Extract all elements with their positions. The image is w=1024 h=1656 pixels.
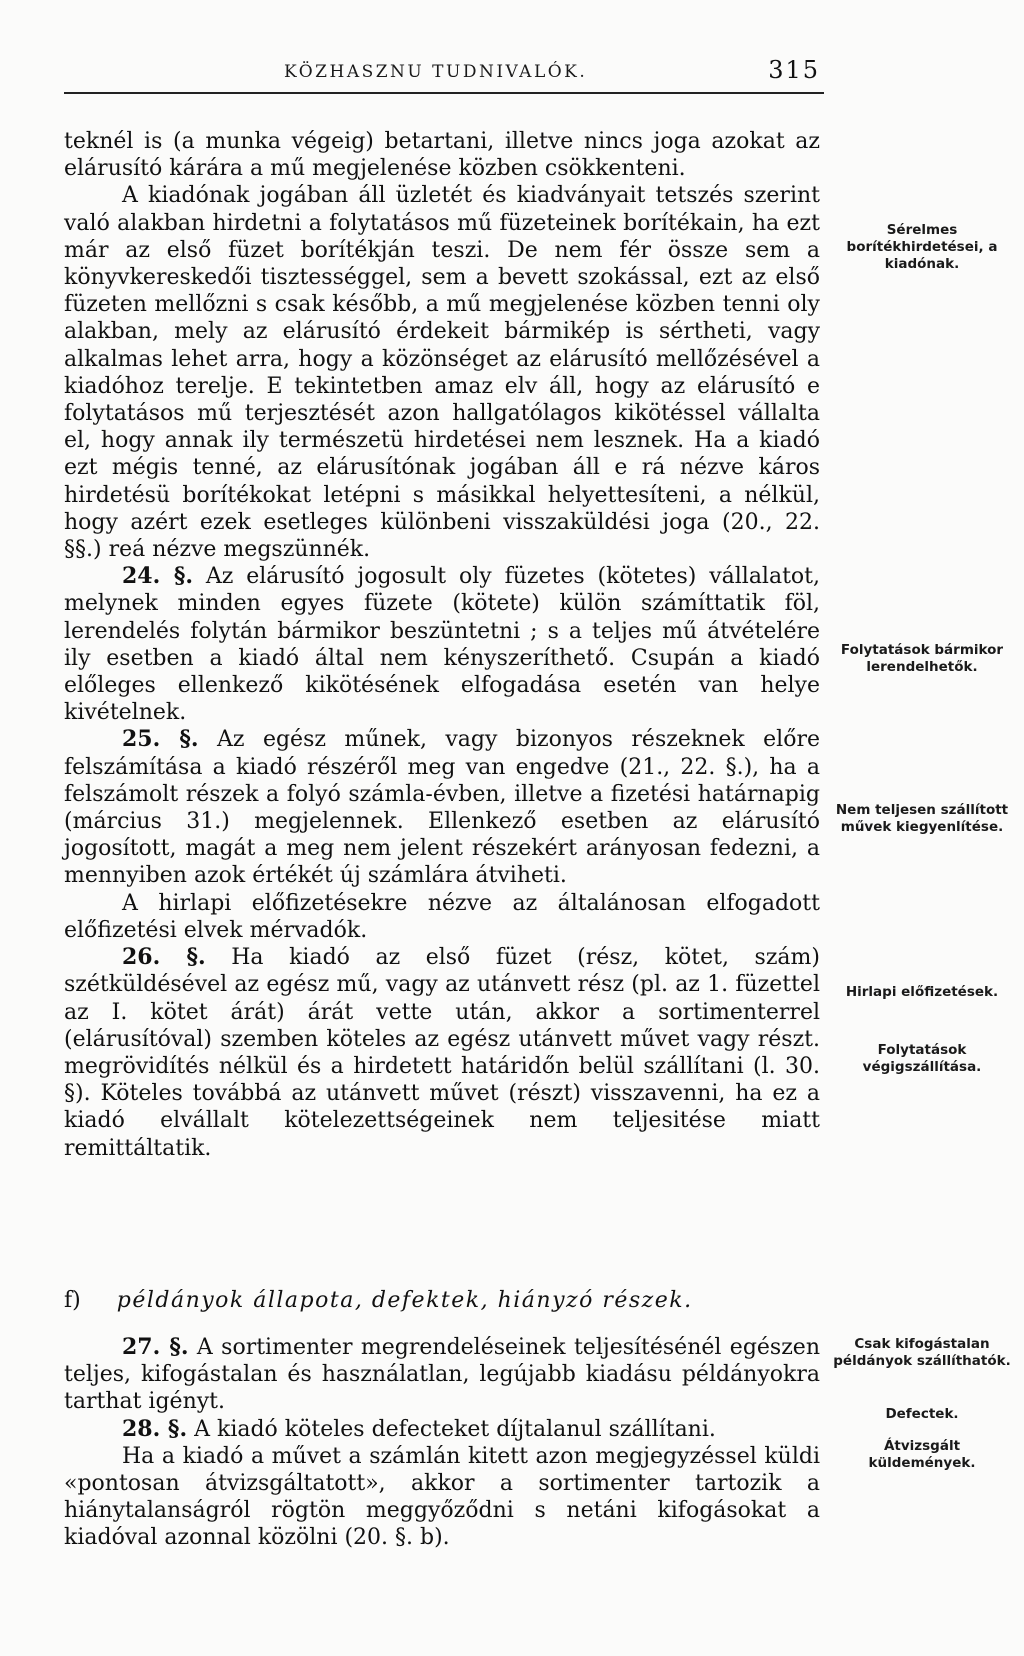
margin-note: Hirlapi előfizetések. [845, 984, 999, 1000]
section-letter: f) [64, 1288, 81, 1313]
paragraph: A hirlapi előfizetésekre nézve az általánosan elfogadott előfizetési elvek mérvadók. [64, 890, 820, 943]
section-heading [64, 1288, 824, 1313]
margin-note: Folytatások bármikor lerendelhetők. [840, 642, 1004, 675]
margin-note: Defectek. [885, 1406, 959, 1422]
page-number: 315 [768, 56, 820, 84]
margin-note: Átvizsgált küldemények. [868, 1438, 976, 1471]
paragraph-26 [64, 944, 820, 1162]
section-number: 28. §. [122, 1415, 188, 1442]
main-text-block-1 [64, 128, 820, 1162]
margin-note: Nem teljesen szállított művek kiegyenlítése. [835, 802, 1009, 835]
paragraph-25 [64, 726, 820, 889]
page-header [64, 52, 824, 94]
section-title: példányok állapota, defektek, hiányzó részek. [116, 1288, 693, 1313]
section-number: 25. §. [122, 726, 199, 753]
main-text-block-2 [64, 1334, 820, 1552]
paragraph-text: A sortimenter megrendeléseinek teljesítésénél egészen teljes, kifogástalan és használatlan, legújabb kiadásu példányokra tarthat igényt. [64, 1335, 821, 1415]
paragraph-text: Ha kiadó az első füzet (rész, kötet, szám) szétküldésével az egész mű, vagy az utánvett rész (pl. az 1. füzettel az I. kötet árát) árát vette után, akkor a sortimenterrel (elárusítóval) szemben köteles az egész utánvett művet vagy részt. megrövidítés nélkül és a hirdetett határidőn belül szállítani (l. 30. §). Köteles továbbá az utánvett művet (részt) visszavenni, ha ez a kiadó elvállalt kötelezettségeinek nem teljesitése miatt remittáltatik. [64, 945, 820, 1161]
section-number: 27. §. [122, 1334, 189, 1360]
margin-note: Sérelmes borítékhirdetései, a kiadónak. [846, 222, 998, 272]
margin-note: Folytatások végigszállítása. [862, 1042, 982, 1075]
paragraph: teknél is (a munka végeig) betartani, illetve nincs joga azokat az elárusító kárára a mű megjelenése közben csökkenteni. [64, 129, 820, 182]
paragraph-28 [64, 1416, 820, 1443]
running-title: KÖZHASZNU TUDNIVALÓK. [284, 62, 588, 82]
section-number: 26. §. [122, 944, 206, 971]
paragraph-text: Az elárusító jogosult oly füzetes (kötetes) vállalatot, melynek minden egyes füzete (kötete) külön számíttatik föl, lerendelés folytán bármikor beszüntetni ; s a teljes mű átvételére ily esetben a kiadó által nem kényszeríthető. Csupán a kiadó előleges ellenkező kikötésének elfogadása esetén van helye kivételnek. [64, 564, 821, 726]
paragraph-text: Az egész műnek, vagy bizonyos részeknek előre felszámítása a kiadó részéről meg van engedve (21., 22. §.), ha a felszámolt részek a folyó számla-évben, illetve a fizetési határnapig (március 31.) megjelennek. Ellenkező esetben az elárusító jogosított, magát a meg nem jelent részekért arányosan fedezni, a mennyiben azok értékét új számlára átviheti. [64, 727, 820, 889]
paragraph-24 [64, 563, 820, 726]
paragraph: A kiadónak jogában áll üzletét és kiadványait tetszés szerint való alakban hirdetni a folytatásos mű füzeteinek borítékain, ha ezt már az első füzet borítékján teszi. De nem fér össze sem a könyvkereskedői tisztességgel, sem a bevett szokással, ezt az első füzeten mellőzni s csak később, a mű megjelenése közben tenni oly alakban, mely az elárusító érdekeit bármikép is sértheti, vagy alkalmas lehet arra, hogy a közönséget az elárusító mellőzésével a kiadóhoz terelje. E tekintetben amaz elv áll, hogy az elárusító e folytatásos mű terjesztését azon hallgatólagos kikötéssel vállalta el, hogy annak ily természetü hirdetései nem lesznek. Ha a kiadó ezt mégis tenné, az elárusítónak jogában áll e rá nézve káros hirdetésü borítékokat letépni s másikkal helyettesíteni, a nélkül, hogy azért ezek esetleges különbeni visszaküldési joga (20., 22. §§.) reá nézve megszünnék. [64, 183, 820, 563]
section-number: 24. §. [122, 563, 193, 590]
paragraph-27 [64, 1334, 820, 1416]
margin-note: Csak kifogástalan példányok szállíthatók. [833, 1336, 1011, 1369]
paragraph: Ha a kiadó a művet a számlán kitett azon megjegyzéssel küldi «pontosan átvizsgáltatott», akkor a sortimenter tartozik a hiánytalanságról rögtön meggyőződni s netáni kifogásokat a kiadóval azonnal közölni (20. §. b). [64, 1443, 820, 1551]
paragraph-text: A kiadó köteles defecteket díjtalanul szállítani. [194, 1416, 716, 1442]
